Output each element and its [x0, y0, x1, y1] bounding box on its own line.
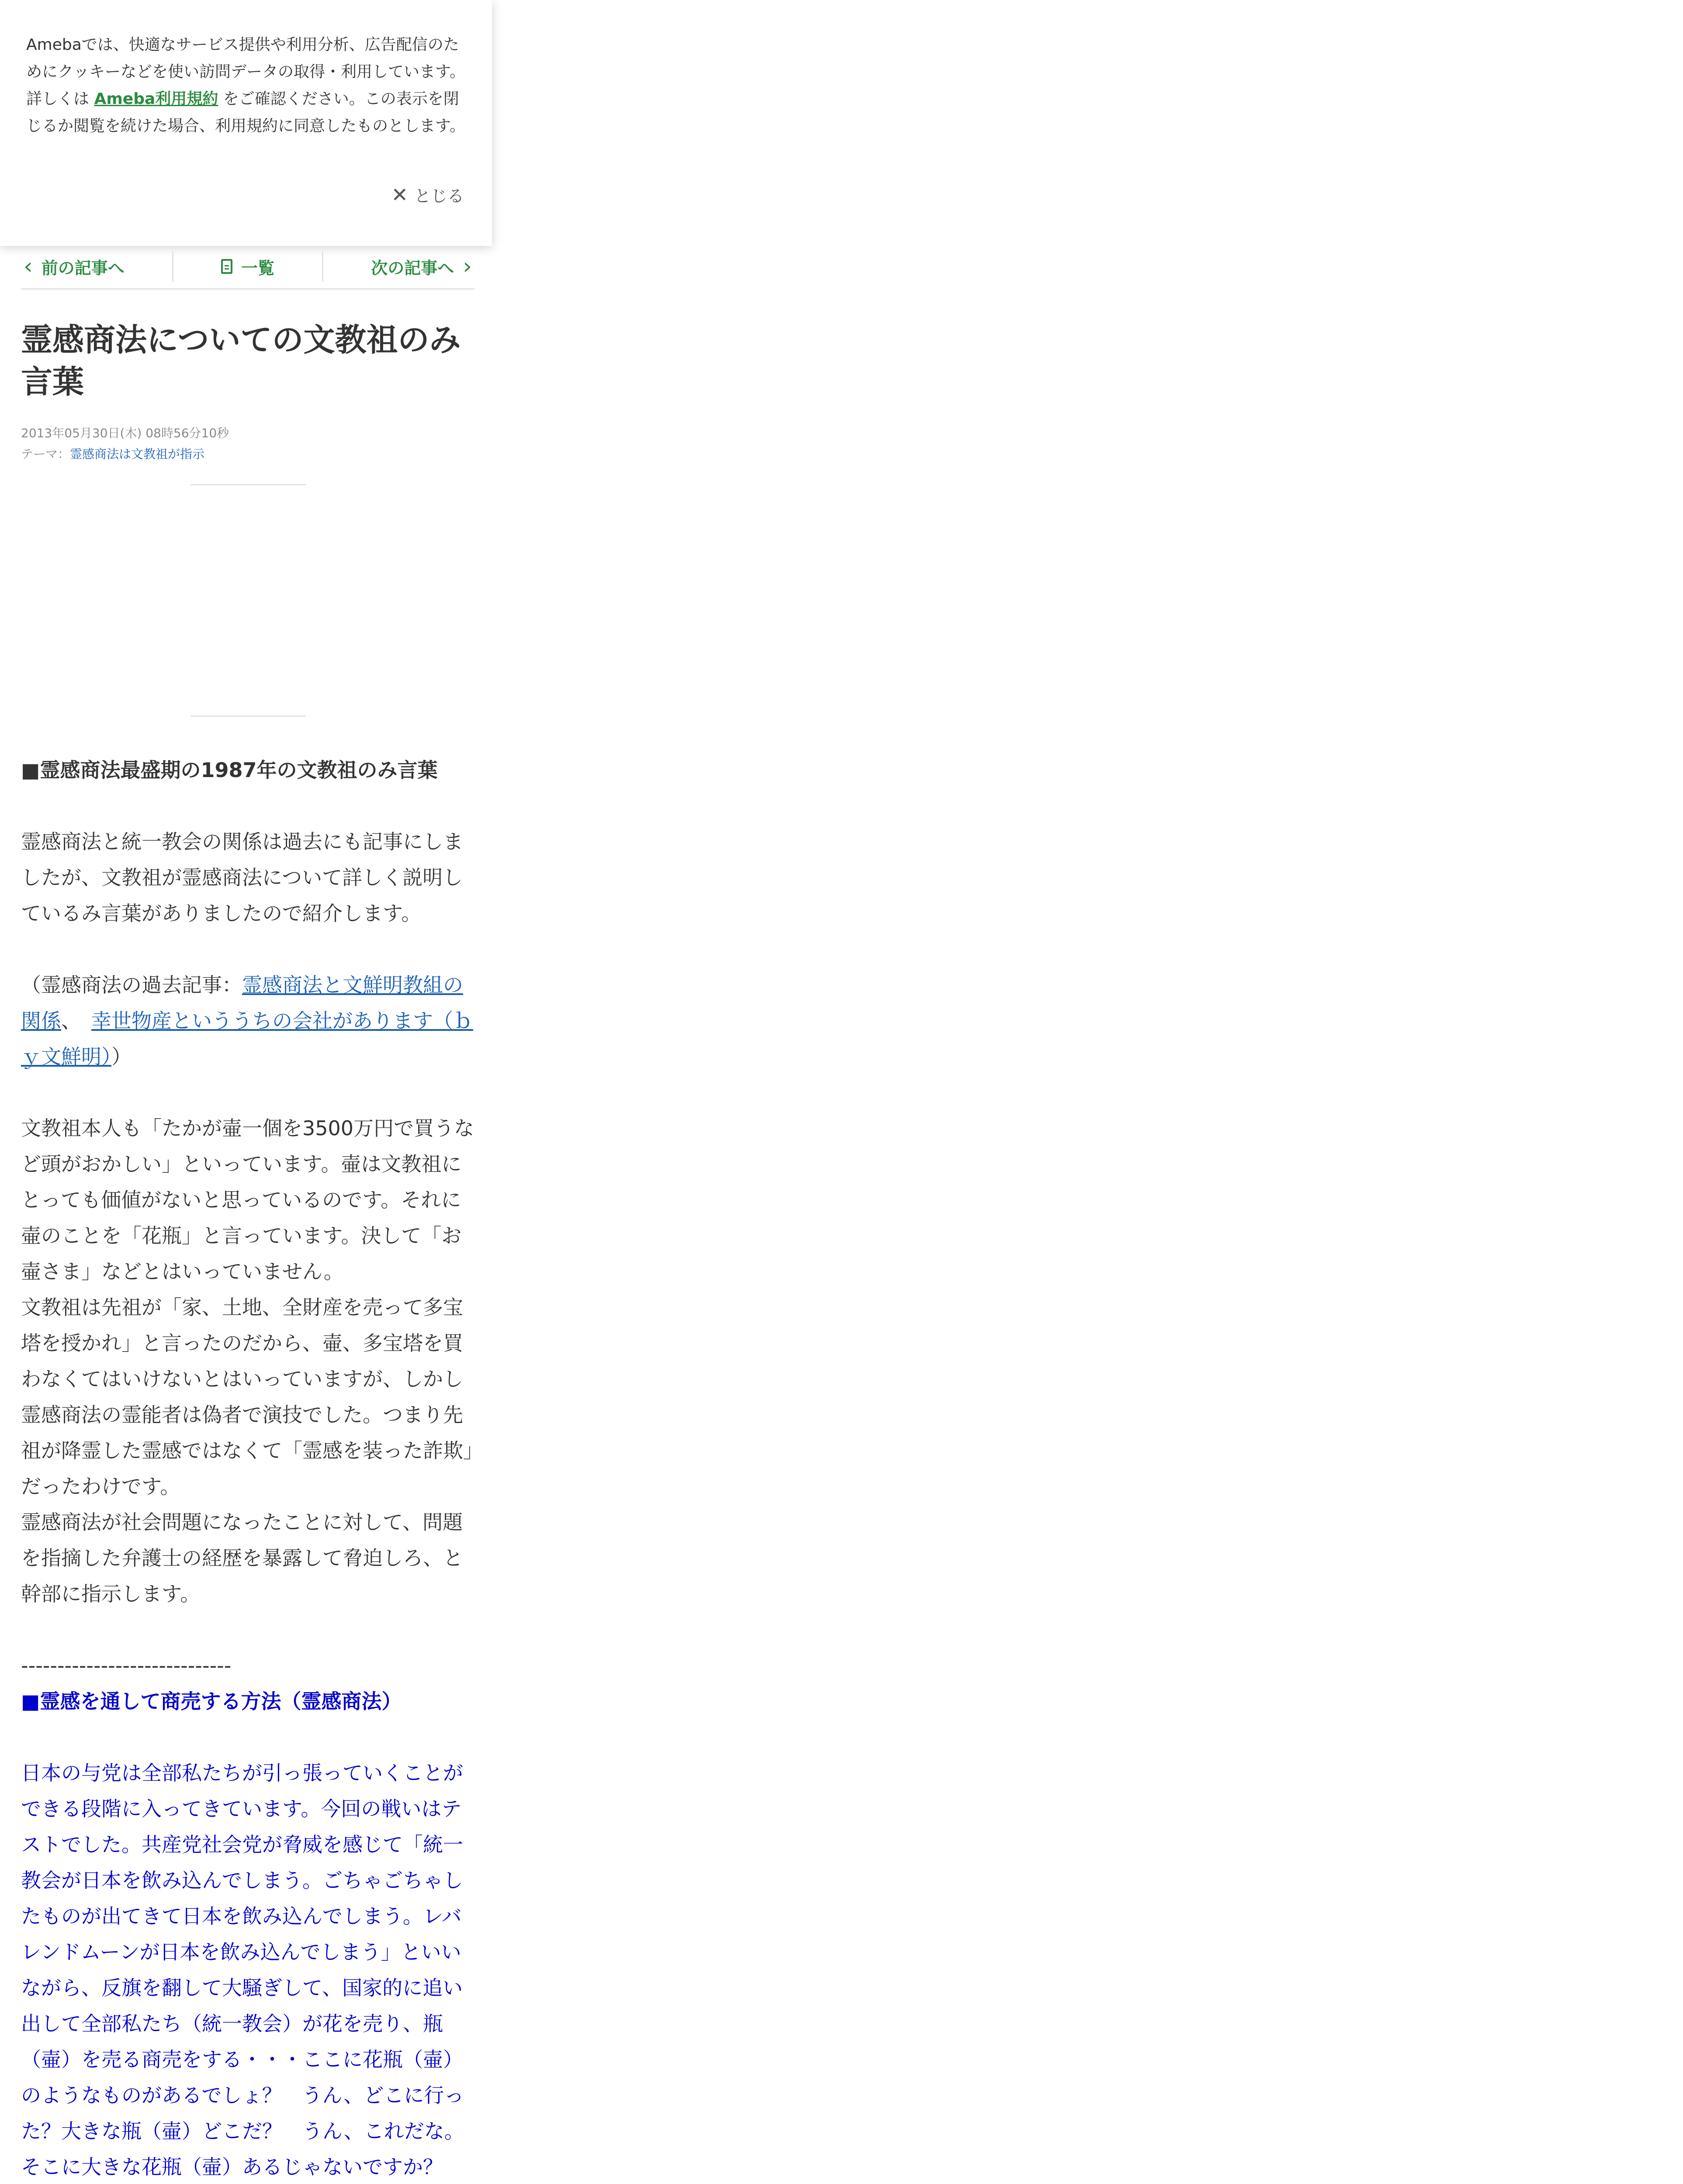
close-icon: ✕	[391, 183, 408, 207]
past-article-link-1[interactable]: 霊感商法と文鮮明教組の関係	[21, 973, 463, 1033]
commentary-paragraph: 文教祖本人も「たかが壷一個を3500万円で買うなど頭がおかしい」といっています。壷は文教祖にとっても価値がないと思っているのです。それに壷のことを「花瓶」と言っています。決して「お壷さま」などとはいっていません。 文教祖は先祖が「家、土地、全財産を売って多宝塔を授かれ」と言ったのだから、壷、多宝塔を買わなくてはいけないとはいっていますが、しかし霊感商法の霊能者は偽者で演技でした。つまり先祖が降霊した霊感ではなくて「霊感を装った詐欺」だったわけです。 霊感商法が社会問題になったことに対して、問題を指摘した弁護士の経歴を暴露して脅迫しろ、と幹部に指示します。	[21, 1116, 474, 1606]
divider-line: -----------------------------	[21, 1654, 232, 1677]
past-prefix: （霊感商法の過去記事：	[21, 973, 242, 997]
quote-paragraph-1: 日本の与党は全部私たちが引っ張っていくことができる段階に入ってきています。今回の戦いはテストでした。共産党社会党が脅威を感じて「統一教会が日本を飲み込んでしまう。ごちゃごちゃしたものが出てきて日本を飲み込んでしまう。レバレンドムーンが日本を飲み込んでしまう」といいながら、反旗を翻して大騒ぎして、国家的に追い出して全部私たち（統一教会）が花を売り、瓶（壷）を売る商売をする・・・ここに花瓶（壷）のようなものがあるでしょ？ うん、どこに行った？大きな瓶（壷）どこだ？ うん、これだな。そこに大きな花瓶（壷）あるじゃないですか？	[21, 1761, 464, 2179]
article-pager	[21, 245, 474, 290]
cookie-close-button[interactable]	[391, 183, 464, 207]
cookie-text-pre: Amebaでは、快適なサービス提供や利用分析、広告配信のためにクッキーなどを使い訪問データの取得・利用しています。詳しくは	[26, 36, 466, 108]
article-list-link[interactable]	[173, 251, 323, 282]
cookie-text-post: をご確認ください。この表示を閉じるか閲覧を続けた場合、利用規約に同意したものとします。	[26, 90, 466, 135]
theme-link[interactable]: 霊感商法は文教祖が指示	[70, 447, 205, 461]
section-heading-1: ■霊感商法最盛期の1987年の文教祖のみ言葉	[21, 758, 438, 782]
terms-link[interactable]: Ameba利用規約	[94, 90, 218, 108]
article-title: 霊感商法についての文教祖のみ言葉	[21, 321, 461, 400]
past-article-link-2[interactable]: 幸世物産といううちの会社があります（ｂｙ文鮮明）	[21, 1009, 473, 1068]
chevron-right-icon: ›	[463, 253, 472, 280]
ad-divider-bottom	[190, 715, 306, 717]
intro-paragraph: 霊感商法と統一教会の関係は過去にも記事にしましたが、文教祖が霊感商法について詳しく説明しているみ言葉がありましたので紹介します。	[21, 830, 463, 925]
article-date: 2013年05月30日(木) 08時56分10秒	[21, 426, 229, 440]
close-label: とじる	[414, 187, 464, 206]
past-separator: 、	[61, 1009, 91, 1033]
past-articles-line	[21, 967, 475, 1075]
list-label: 一覧	[241, 258, 274, 278]
article-theme	[21, 445, 204, 462]
past-suffix: ）	[111, 1045, 132, 1068]
prev-article-link[interactable]	[21, 251, 173, 282]
next-article-link[interactable]	[323, 251, 474, 282]
prev-label: 前の記事へ	[41, 258, 125, 278]
next-label: 次の記事へ	[371, 258, 454, 278]
section-heading-2: ■霊感を通して商売する方法（霊感商法）	[21, 1690, 402, 1713]
theme-label: テーマ：	[21, 447, 70, 461]
chevron-left-icon: ‹	[24, 253, 33, 280]
cookie-banner	[0, 0, 492, 246]
cookie-notice-text	[26, 31, 468, 140]
document-icon	[221, 259, 232, 274]
ad-divider-top	[190, 484, 306, 485]
